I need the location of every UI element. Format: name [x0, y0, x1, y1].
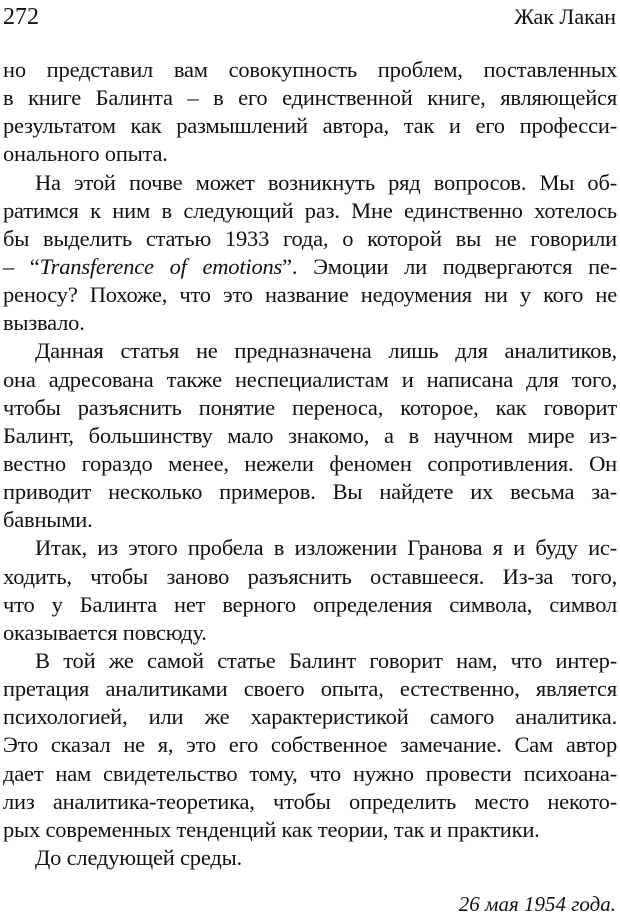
- text-line: [3, 788, 617, 816]
- text-line: [3, 309, 617, 337]
- text-segment: в книге Балинта – в его единственной книге, являющейся: [3, 85, 617, 111]
- text-line: [3, 619, 617, 647]
- text-segment: чтобы разъяснить понятие переноса, которое, как говорит: [3, 394, 617, 420]
- text-segment: вестно гораздо менее, нежели феномен сопротивления. Он: [3, 450, 617, 476]
- lecture-date: 26 мая 1954 года.: [458, 892, 616, 916]
- paragraph: [3, 56, 617, 169]
- text-segment: В той же самой статье Балинт говорит нам, что интер-: [35, 647, 617, 673]
- text-line: [3, 225, 617, 253]
- text-line: [3, 647, 617, 675]
- text-segment: приводит несколько примеров. Вы найдете их весьма за-: [3, 479, 617, 505]
- text-segment: До следующей среды.: [35, 844, 242, 870]
- text-segment: она адресована также неспециалистам и написана для того,: [3, 366, 617, 392]
- text-segment: Балинт, большинству мало знакомо, а в научном мире из-: [3, 422, 617, 448]
- text-line: [3, 366, 617, 394]
- text-line: [3, 534, 617, 562]
- text-line: [3, 506, 617, 534]
- text-segment: Это сказал не я, это его собственное замечание. Сам автор: [3, 732, 617, 758]
- paragraph: [3, 647, 617, 844]
- text-line: [3, 844, 617, 872]
- text-line: [3, 675, 617, 703]
- text-line: [3, 394, 617, 422]
- text-segment: бавными.: [3, 507, 93, 533]
- text-segment: что у Балинта нет верного определения символа, символ: [3, 591, 617, 617]
- text-line: [3, 816, 617, 844]
- text-line: [3, 337, 617, 365]
- text-line: [3, 450, 617, 478]
- text-segment: но представил вам совокупность проблем, поставленных: [3, 57, 617, 82]
- text-line: [3, 478, 617, 506]
- text-line: [3, 563, 617, 591]
- text-segment: лиз аналитика-теоретика, чтобы определить место некото-: [3, 788, 617, 814]
- page-body: [3, 56, 617, 872]
- text-line: [3, 591, 617, 619]
- italic-title: Transference of emotions: [39, 253, 283, 279]
- text-segment: бы выделить статью 1933 года, о которой вы не говорили: [3, 225, 617, 251]
- text-segment: ратимся к ним в следующий раз. Мне единственно хотелось: [3, 197, 617, 223]
- text-segment: вызвало.: [3, 310, 85, 336]
- running-head: Жак Лакан: [514, 4, 616, 29]
- text-line: [3, 84, 617, 112]
- text-segment: оказывается повсюду.: [3, 619, 207, 645]
- text-segment: реносу? Похоже, что это название недоумения ни у кого не: [3, 282, 617, 308]
- text-line: [3, 253, 617, 281]
- paragraph: [3, 844, 617, 872]
- text-segment: ходить, чтобы заново разъяснить оставшееся. Из-за того,: [3, 563, 617, 589]
- text-segment: психологией, или же характеристикой самого аналитика.: [3, 704, 617, 730]
- text-line: [3, 760, 617, 788]
- paragraph: [3, 534, 617, 647]
- page-number: 272: [3, 4, 39, 30]
- text-segment: На этой почве может возникнуть ряд вопросов. Мы об-: [35, 169, 617, 195]
- text-segment: Итак, из этого пробела в изложении Гранова я и буду ис-: [35, 535, 617, 561]
- text-segment: ”. Эмоции ли подвергаются пе-: [282, 253, 617, 279]
- text-segment: дает нам свидетельство тому, что нужно провести психоана-: [3, 760, 617, 786]
- text-line: [3, 56, 617, 84]
- text-line: [3, 169, 617, 197]
- text-line: [3, 112, 617, 140]
- text-segment: Данная статья не предназначена лишь для аналитиков,: [35, 338, 617, 364]
- paragraph: [3, 337, 617, 534]
- text-segment: онального опыта.: [3, 141, 168, 167]
- text-segment: – “: [3, 253, 40, 279]
- text-line: [3, 703, 617, 731]
- paragraph: [3, 169, 617, 338]
- text-line: [3, 197, 617, 225]
- text-segment: рых современных тенденций как теории, так и практики.: [3, 816, 540, 842]
- text-line: [3, 422, 617, 450]
- text-line: [3, 281, 617, 309]
- text-line: [3, 140, 617, 168]
- text-line: [3, 731, 617, 759]
- text-segment: претация аналитиками своего опыта, естественно, является: [3, 676, 617, 702]
- text-segment: результатом как размышлений автора, так и его професси-: [3, 113, 617, 139]
